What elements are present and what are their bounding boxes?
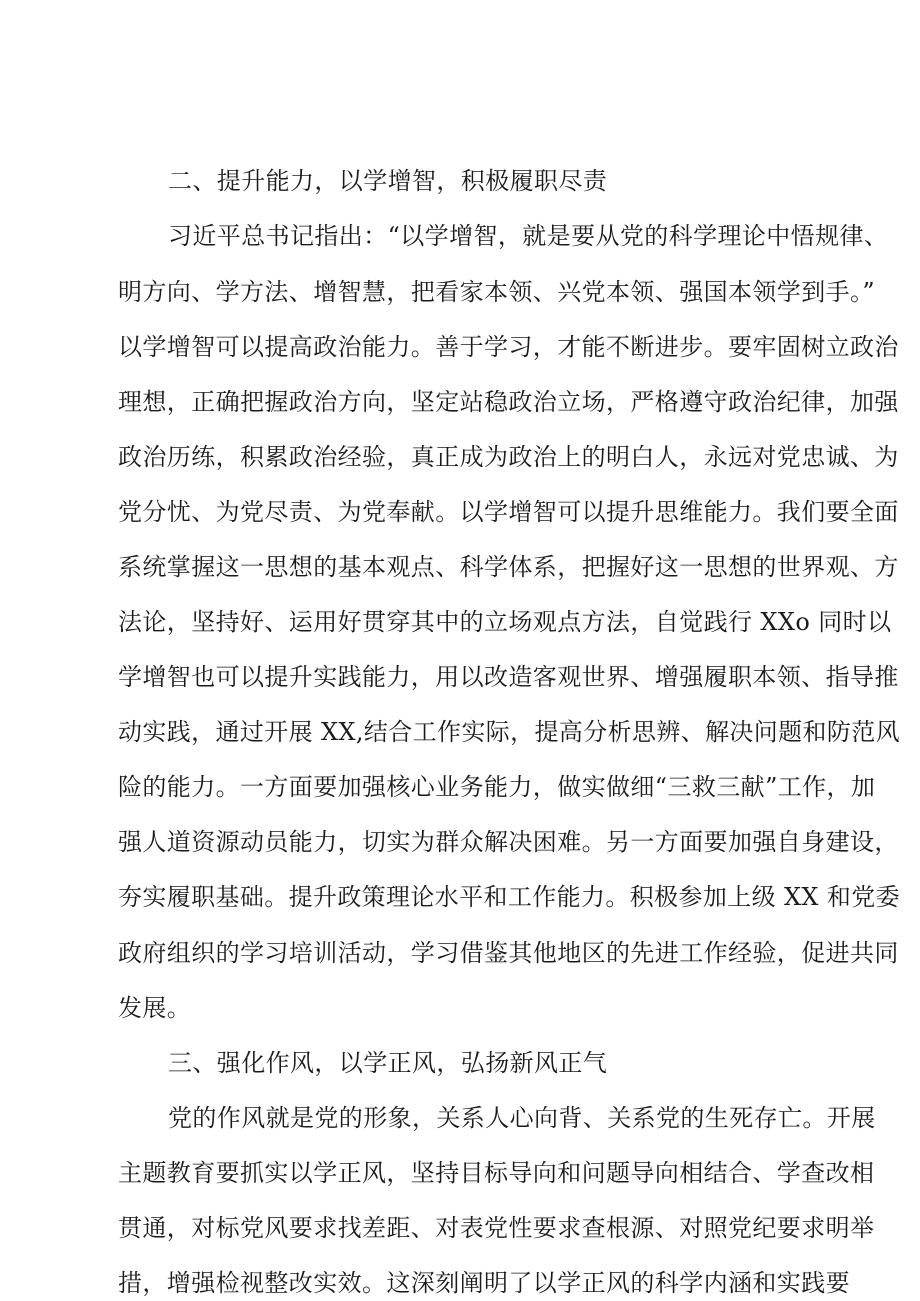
paragraph-line: 习近平总书记指出：“以学增智，就是要从党的科学理论中悟规律、 — [168, 222, 889, 251]
paragraph-line: 政治历练，积累政治经验，真正成为政治上的明白人，永远对党忠诚、为 — [118, 442, 899, 471]
paragraph-line: 理想，正确把握政治方向，坚定站稳政治立场，严格遵守政治纪律，加强 — [118, 387, 899, 416]
paragraph-line: 学增智也可以提升实践能力，用以改造客观世界、增强履职本领、指导推 — [118, 663, 899, 692]
paragraph-line: 动实践，通过开展 XX,结合工作实际，提高分析思辨、解决问题和防范风 — [118, 718, 901, 747]
paragraph-line: 党的作风就是党的形象，关系人心向背、关系党的生死存亡。开展 — [168, 1103, 876, 1132]
paragraph-line: 措，增强检视整改实效。这深刻阐明了以学正风的科学内涵和实践要 — [118, 1269, 850, 1297]
paragraph-line: 党分忧、为党尽责、为党奉献。以学增智可以提升思维能力。我们要全面 — [118, 497, 899, 526]
section-heading-2: 二、提升能力，以学增智，积极履职尽责 — [168, 167, 608, 196]
paragraph-line: 以学增智可以提高政治能力。善于学习，才能不断进步。要牢固树立政治 — [118, 332, 899, 361]
paragraph-line: 主题教育要抓实以学正风，坚持目标导向和问题导向相结合、学查改相 — [118, 1158, 875, 1187]
paragraph-line: 明方向、学方法、增智慧，把看家本领、兴党本领、强国本领学到手。” — [118, 277, 876, 306]
paragraph-line: 系统掌握这一思想的基本观点、科学体系，把握好这一思想的世界观、方 — [118, 552, 899, 581]
paragraph-line: 贯通，对标党风要求找差距、对表党性要求查根源、对照党纪要求明举 — [118, 1213, 875, 1242]
paragraph-line: 强人道资源动员能力，切实为群众解决困难。另一方面要加强自身建设， — [118, 828, 899, 857]
paragraph-line: 法论，坚持好、运用好贯穿其中的立场观点方法，自觉践行 XXo 同时以 — [118, 608, 892, 636]
paragraph-line: 夯实履职基础。提升政策理论水平和工作能力。积极参加上级 XX 和党委 — [118, 883, 901, 912]
paragraph-line: 政府组织的学习培训活动，学习借鉴其他地区的先进工作经验，促进共同 — [118, 938, 899, 967]
paragraph-line: 发展。 — [118, 993, 192, 1022]
paragraph-line: 险的能力。一方面要加强核心业务能力，做实做细“三救三献”工作，加 — [118, 773, 876, 802]
section-heading-3: 三、强化作风，以学正风，弘扬新风正气 — [168, 1048, 608, 1077]
